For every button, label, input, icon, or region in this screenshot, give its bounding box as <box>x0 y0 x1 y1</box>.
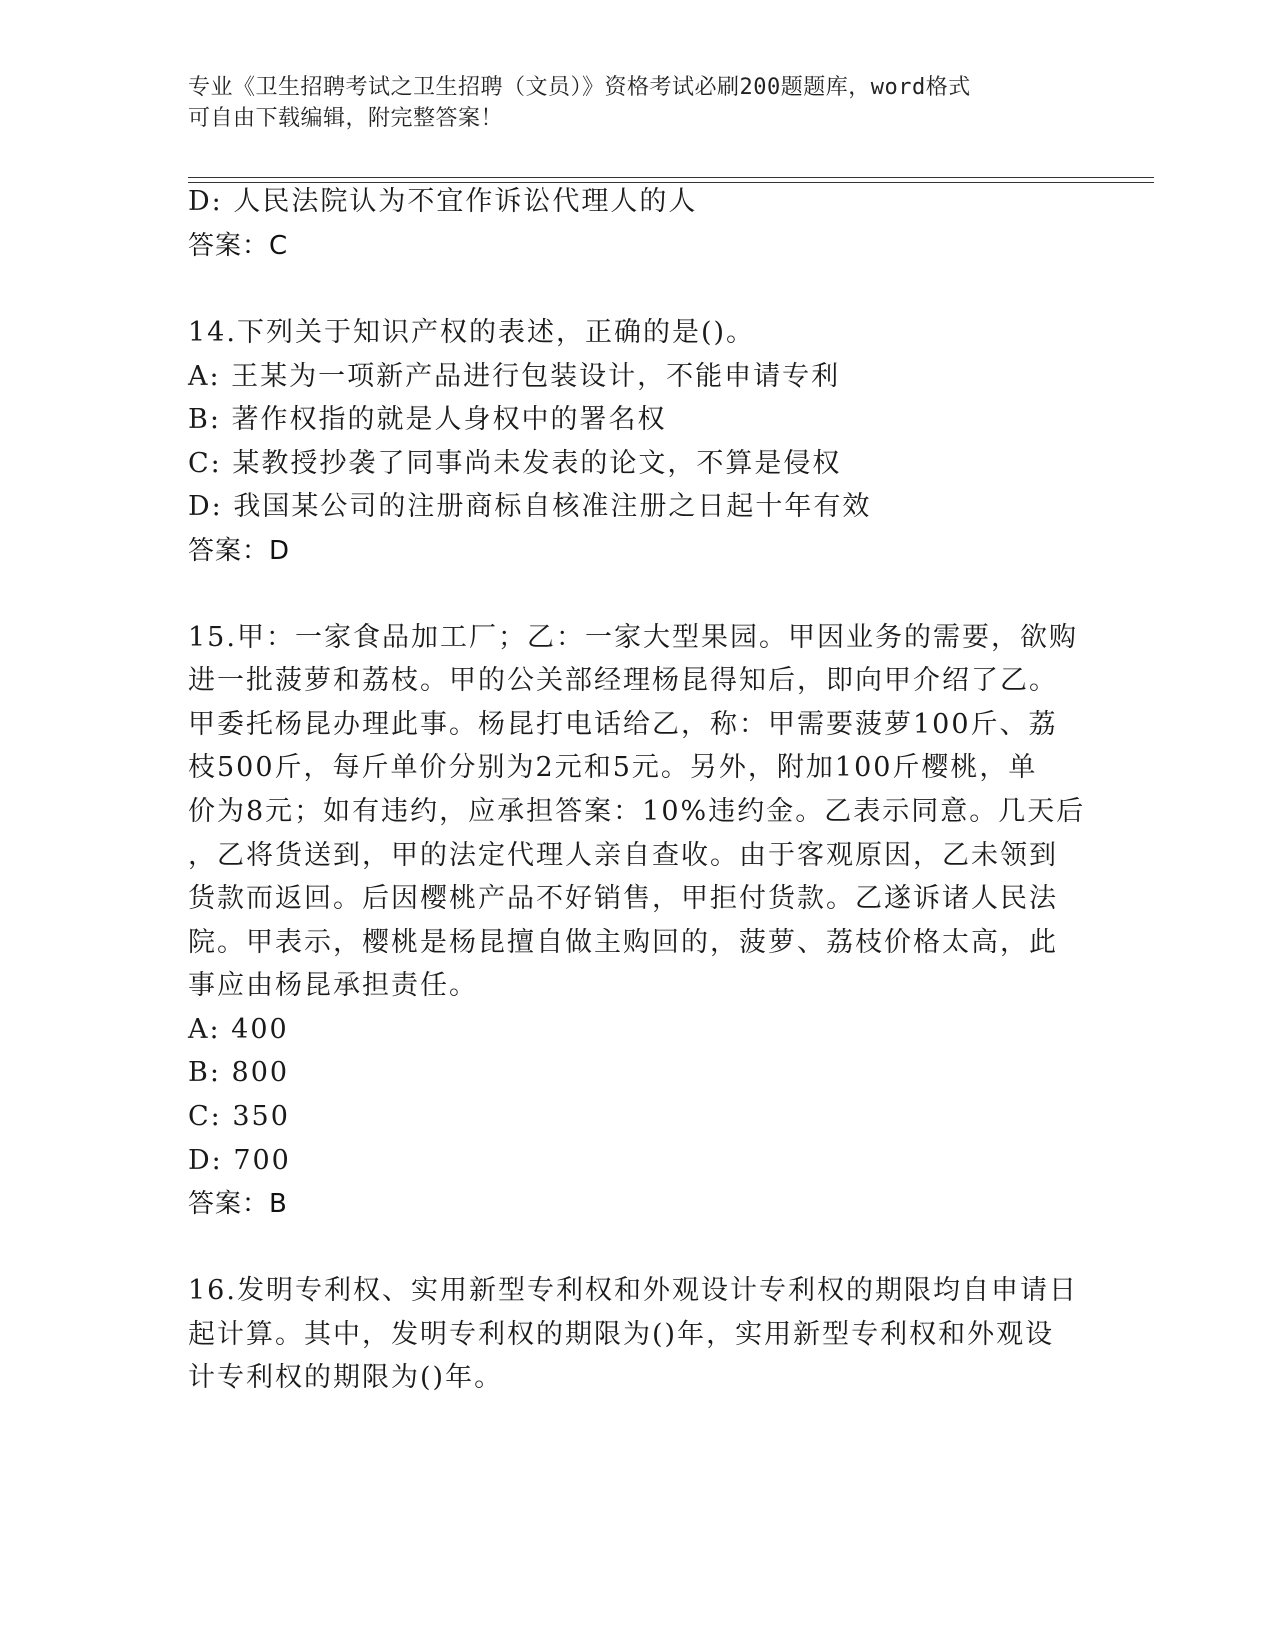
q15-stem-line: 枝500斤，每斤单价分别为2元和5元。另外，附加100斤樱桃，单 <box>188 752 1038 783</box>
q16-stem-line: 16.发明专利权、实用新型专利权和外观设计专利权的期限均自申请日 <box>188 1275 1078 1306</box>
q15-stem-line: 货款而返回。后因樱桃产品不好销售，甲拒付货款。乙遂诉诸人民法 <box>188 883 1058 914</box>
q14-option-d: D: 我国某公司的注册商标自核准注册之日起十年有效 <box>188 491 872 522</box>
q14-answer: 答案：D <box>188 536 291 566</box>
q15-stem-line: 15.甲：一家食品加工厂；乙：一家大型果园。甲因业务的需要，欲购 <box>188 622 1078 653</box>
q15-answer: 答案：B <box>188 1189 288 1219</box>
q16-stem-line: 计专利权的期限为()年。 <box>188 1362 504 1393</box>
page-header <box>188 72 1068 134</box>
q15-stem-line: 价为8元；如有违约，应承担答案：10%违约金。乙表示同意。几天后 <box>188 796 1086 827</box>
q15-stem-line: 院。甲表示，樱桃是杨昆擅自做主购回的，菠萝、荔枝价格太高，此 <box>188 927 1058 958</box>
q15-stem-line: 进一批菠萝和荔枝。甲的公关部经理杨昆得知后，即向甲介绍了乙。 <box>188 665 1058 696</box>
q15-option-a: A: 400 <box>188 1014 289 1045</box>
q13-answer: 答案：C <box>188 231 289 261</box>
q15-option-d: D: 700 <box>188 1145 291 1176</box>
q14-option-c: C: 某教授抄袭了同事尚未发表的论文，不算是侵权 <box>188 448 842 479</box>
q15-option-b: B: 800 <box>188 1057 290 1088</box>
header-line-1: 专业《卫生招聘考试之卫生招聘（文员）》资格考试必刷200题题库，word格式 <box>188 75 971 100</box>
q13-option-d: D: 人民法院认为不宜作诉讼代理人的人 <box>188 186 698 217</box>
q14-option-a: A: 王某为一项新产品进行包装设计，不能申请专利 <box>188 361 841 392</box>
header-divider-top <box>188 177 1154 178</box>
q15-stem-line: 甲委托杨昆办理此事。杨昆打电话给乙，称：甲需要菠萝100斤、荔 <box>188 709 1058 740</box>
q14-option-b: B: 著作权指的就是人身权中的署名权 <box>188 404 667 435</box>
q15-option-c: C: 350 <box>188 1101 290 1132</box>
header-divider-bottom <box>188 182 1154 183</box>
q15-stem-line: ，乙将货送到，甲的法定代理人亲自查收。由于客观原因，乙未领到 <box>188 840 1058 871</box>
q16-stem-line: 起计算。其中，发明专利权的期限为()年，实用新型专利权和外观设 <box>188 1319 1055 1350</box>
q15-stem-line: 事应由杨昆承担责任。 <box>188 970 478 1001</box>
q14-stem: 14.下列关于知识产权的表述，正确的是()。 <box>188 317 756 348</box>
header-line-2: 可自由下载编辑，附完整答案！ <box>188 106 504 131</box>
